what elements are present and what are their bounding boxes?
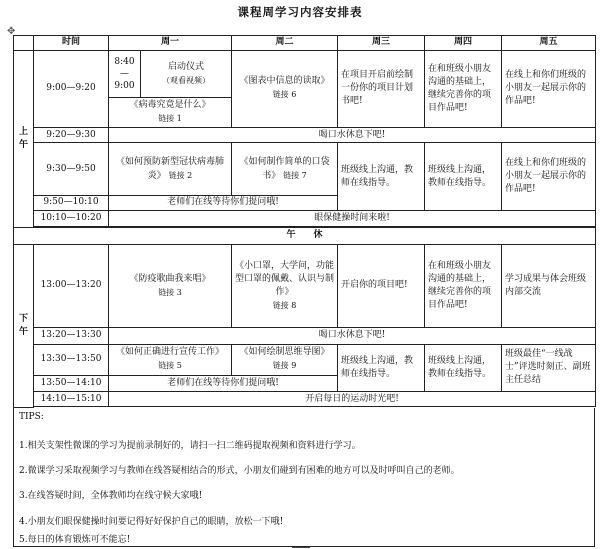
tips-section bbox=[13, 408, 595, 547]
tip-line: 2.微课学习采取视频学习与教师在线答疑相结合的形式，小朋友们碰到有困难的地方可以及时呼叫自己的老师。 bbox=[19, 466, 460, 476]
time-cell: 9:00—9:20 bbox=[34, 50, 109, 127]
header-day-fri: 周五 bbox=[502, 36, 596, 51]
lesson-title: 《小口罩，大学问，功能型口罩的佩戴、认识与制作》 bbox=[235, 260, 335, 297]
time-cell: 14:10—15:10 bbox=[34, 391, 109, 407]
mon-lesson-cell bbox=[109, 344, 232, 375]
schedule-table bbox=[13, 35, 596, 408]
qa-text: 老师们在线等待你们提问哦! bbox=[109, 376, 338, 392]
time-cell: 13:50—14:10 bbox=[34, 376, 109, 392]
exercise-text: 眼保健操时间来啦! bbox=[109, 211, 596, 227]
qa-text: 老师们在线等待你们提问哦! bbox=[109, 195, 338, 211]
tue-lesson-cell bbox=[232, 50, 338, 127]
lesson-link[interactable]: 链接 5 bbox=[158, 361, 182, 371]
lesson-title: 《如何预防新型冠状病毒肺炎》 bbox=[116, 156, 225, 181]
lesson-title: 《图表中信息的读取》 bbox=[239, 76, 330, 87]
noon-label: 午 休 bbox=[14, 227, 596, 244]
fri-activity: 在线上和你们班级的小朋友一起展示你的作品吧! bbox=[502, 143, 596, 211]
page-title: 课程周学习内容安排表 bbox=[237, 5, 363, 19]
lesson-link[interactable]: 链接 7 bbox=[283, 170, 307, 180]
footer-divider bbox=[292, 547, 310, 548]
table-row bbox=[14, 127, 596, 143]
mon-start-time: 8:40 — 9:00 bbox=[109, 50, 141, 97]
mon-lesson-cell bbox=[109, 143, 232, 195]
break-text: 喝口水休息下吧! bbox=[109, 127, 596, 143]
time-cell: 9:20—9:30 bbox=[34, 127, 109, 143]
tue-lesson-cell bbox=[232, 143, 338, 195]
fri-activity: 班级最佳“一线战士”评选时刻正、副班主任总结 bbox=[502, 344, 596, 391]
time-cell: 10:10—10:20 bbox=[34, 211, 109, 227]
header-time: 时间 bbox=[34, 36, 109, 51]
fri-activity: 学习成果与体会班级内部交流 bbox=[502, 244, 596, 327]
header-day-wed: 周三 bbox=[338, 36, 425, 51]
thu-activity: 在和班级小朋友沟通的基础上，继续完善你的项目作品吧! bbox=[425, 244, 502, 327]
table-move-handle-icon[interactable]: ✥ bbox=[7, 26, 16, 37]
morning-label: 上午 bbox=[14, 50, 34, 227]
tip-line: 5.每日的体育锻炼可不能忘! bbox=[19, 535, 131, 545]
wed-activity: 班级线上沟通，教师在线指导。 bbox=[338, 344, 425, 391]
table-row bbox=[14, 328, 596, 345]
time-cell: 13:00—13:20 bbox=[34, 244, 109, 327]
table-row bbox=[14, 344, 596, 375]
lesson-title: 《防疫歌曲我来唱》 bbox=[129, 273, 211, 284]
afternoon-label: 下午 bbox=[14, 244, 34, 407]
time-cell: 9:30—9:50 bbox=[34, 143, 109, 195]
tue-lesson-cell bbox=[232, 344, 338, 375]
noon-row bbox=[14, 227, 596, 244]
lesson-title: 《病毒究竟是什么》 bbox=[129, 100, 211, 111]
thu-activity: 班级线上沟通，教师在线指导。 bbox=[425, 143, 502, 211]
time-cell: 13:20—13:30 bbox=[34, 328, 109, 345]
lesson-title: 《如何正确进行宣传工作》 bbox=[116, 347, 225, 358]
lesson-link[interactable]: 链接 8 bbox=[272, 300, 297, 310]
sport-text: 开启每日的运动时光吧! bbox=[109, 391, 596, 407]
wed-activity: 班级线上沟通，教师在线指导。 bbox=[338, 143, 425, 211]
header-day-thu: 周四 bbox=[425, 36, 502, 51]
header-day-mon: 周一 bbox=[109, 36, 232, 51]
break-text: 喝口水休息下吧! bbox=[109, 328, 596, 345]
mon-ceremony: 启动仪式 bbox=[168, 61, 205, 72]
table-row bbox=[14, 143, 596, 195]
mon-lesson-cell bbox=[109, 97, 232, 127]
table-row bbox=[14, 211, 596, 227]
fri-activity: 在线上和你们班级的小朋友一起展示你的作品吧! bbox=[502, 50, 596, 127]
time-cell: 13:30—13:50 bbox=[34, 344, 109, 375]
tips-heading: TIPS: bbox=[19, 412, 44, 422]
lesson-link[interactable]: 链接 6 bbox=[272, 90, 297, 100]
lesson-link[interactable]: 链接 1 bbox=[158, 114, 182, 124]
thu-activity: 班级线上沟通，教师在线指导。 bbox=[425, 344, 502, 391]
thu-activity: 在和班级小朋友沟通的基础上，继续完善你的项目作品吧! bbox=[425, 50, 502, 127]
tip-line: 3.在线答疑时间，全体教师均在线守候大家哦! bbox=[19, 491, 203, 501]
tue-lesson-cell bbox=[232, 244, 338, 327]
lesson-title: 《如何绘制思维导图》 bbox=[239, 347, 330, 358]
table-row bbox=[14, 50, 596, 97]
table-row bbox=[14, 391, 596, 407]
mon-ceremony-cell bbox=[141, 50, 232, 97]
wed-activity: 开启你的项目吧! bbox=[338, 244, 425, 327]
lesson-link[interactable]: 链接 3 bbox=[158, 287, 182, 297]
wed-activity: 在项目开启前绘制一份你的项目计划书吧! bbox=[338, 50, 425, 127]
tip-line: 1.相关支架性微课的学习为提前录制好的，请扫一扫二维码提取视频和资料进行学习。 bbox=[19, 441, 361, 451]
lesson-link[interactable]: 链接 2 bbox=[168, 170, 193, 180]
table-row bbox=[14, 244, 596, 327]
header-row bbox=[14, 36, 596, 51]
time-cell: 9:50—10:10 bbox=[34, 195, 109, 211]
lesson-link[interactable]: 链接 9 bbox=[272, 361, 297, 371]
mon-lesson-cell bbox=[109, 244, 232, 327]
tip-line: 4.小朋友们眼保健操时间要记得好好保护自己的眼睛，放松一下哦! bbox=[19, 517, 284, 527]
mon-ceremony-note: （观看视频） bbox=[162, 75, 210, 85]
lesson-title: 《如何制作简单的口袋书》 bbox=[239, 156, 330, 181]
header-day-tue: 周二 bbox=[232, 36, 338, 51]
